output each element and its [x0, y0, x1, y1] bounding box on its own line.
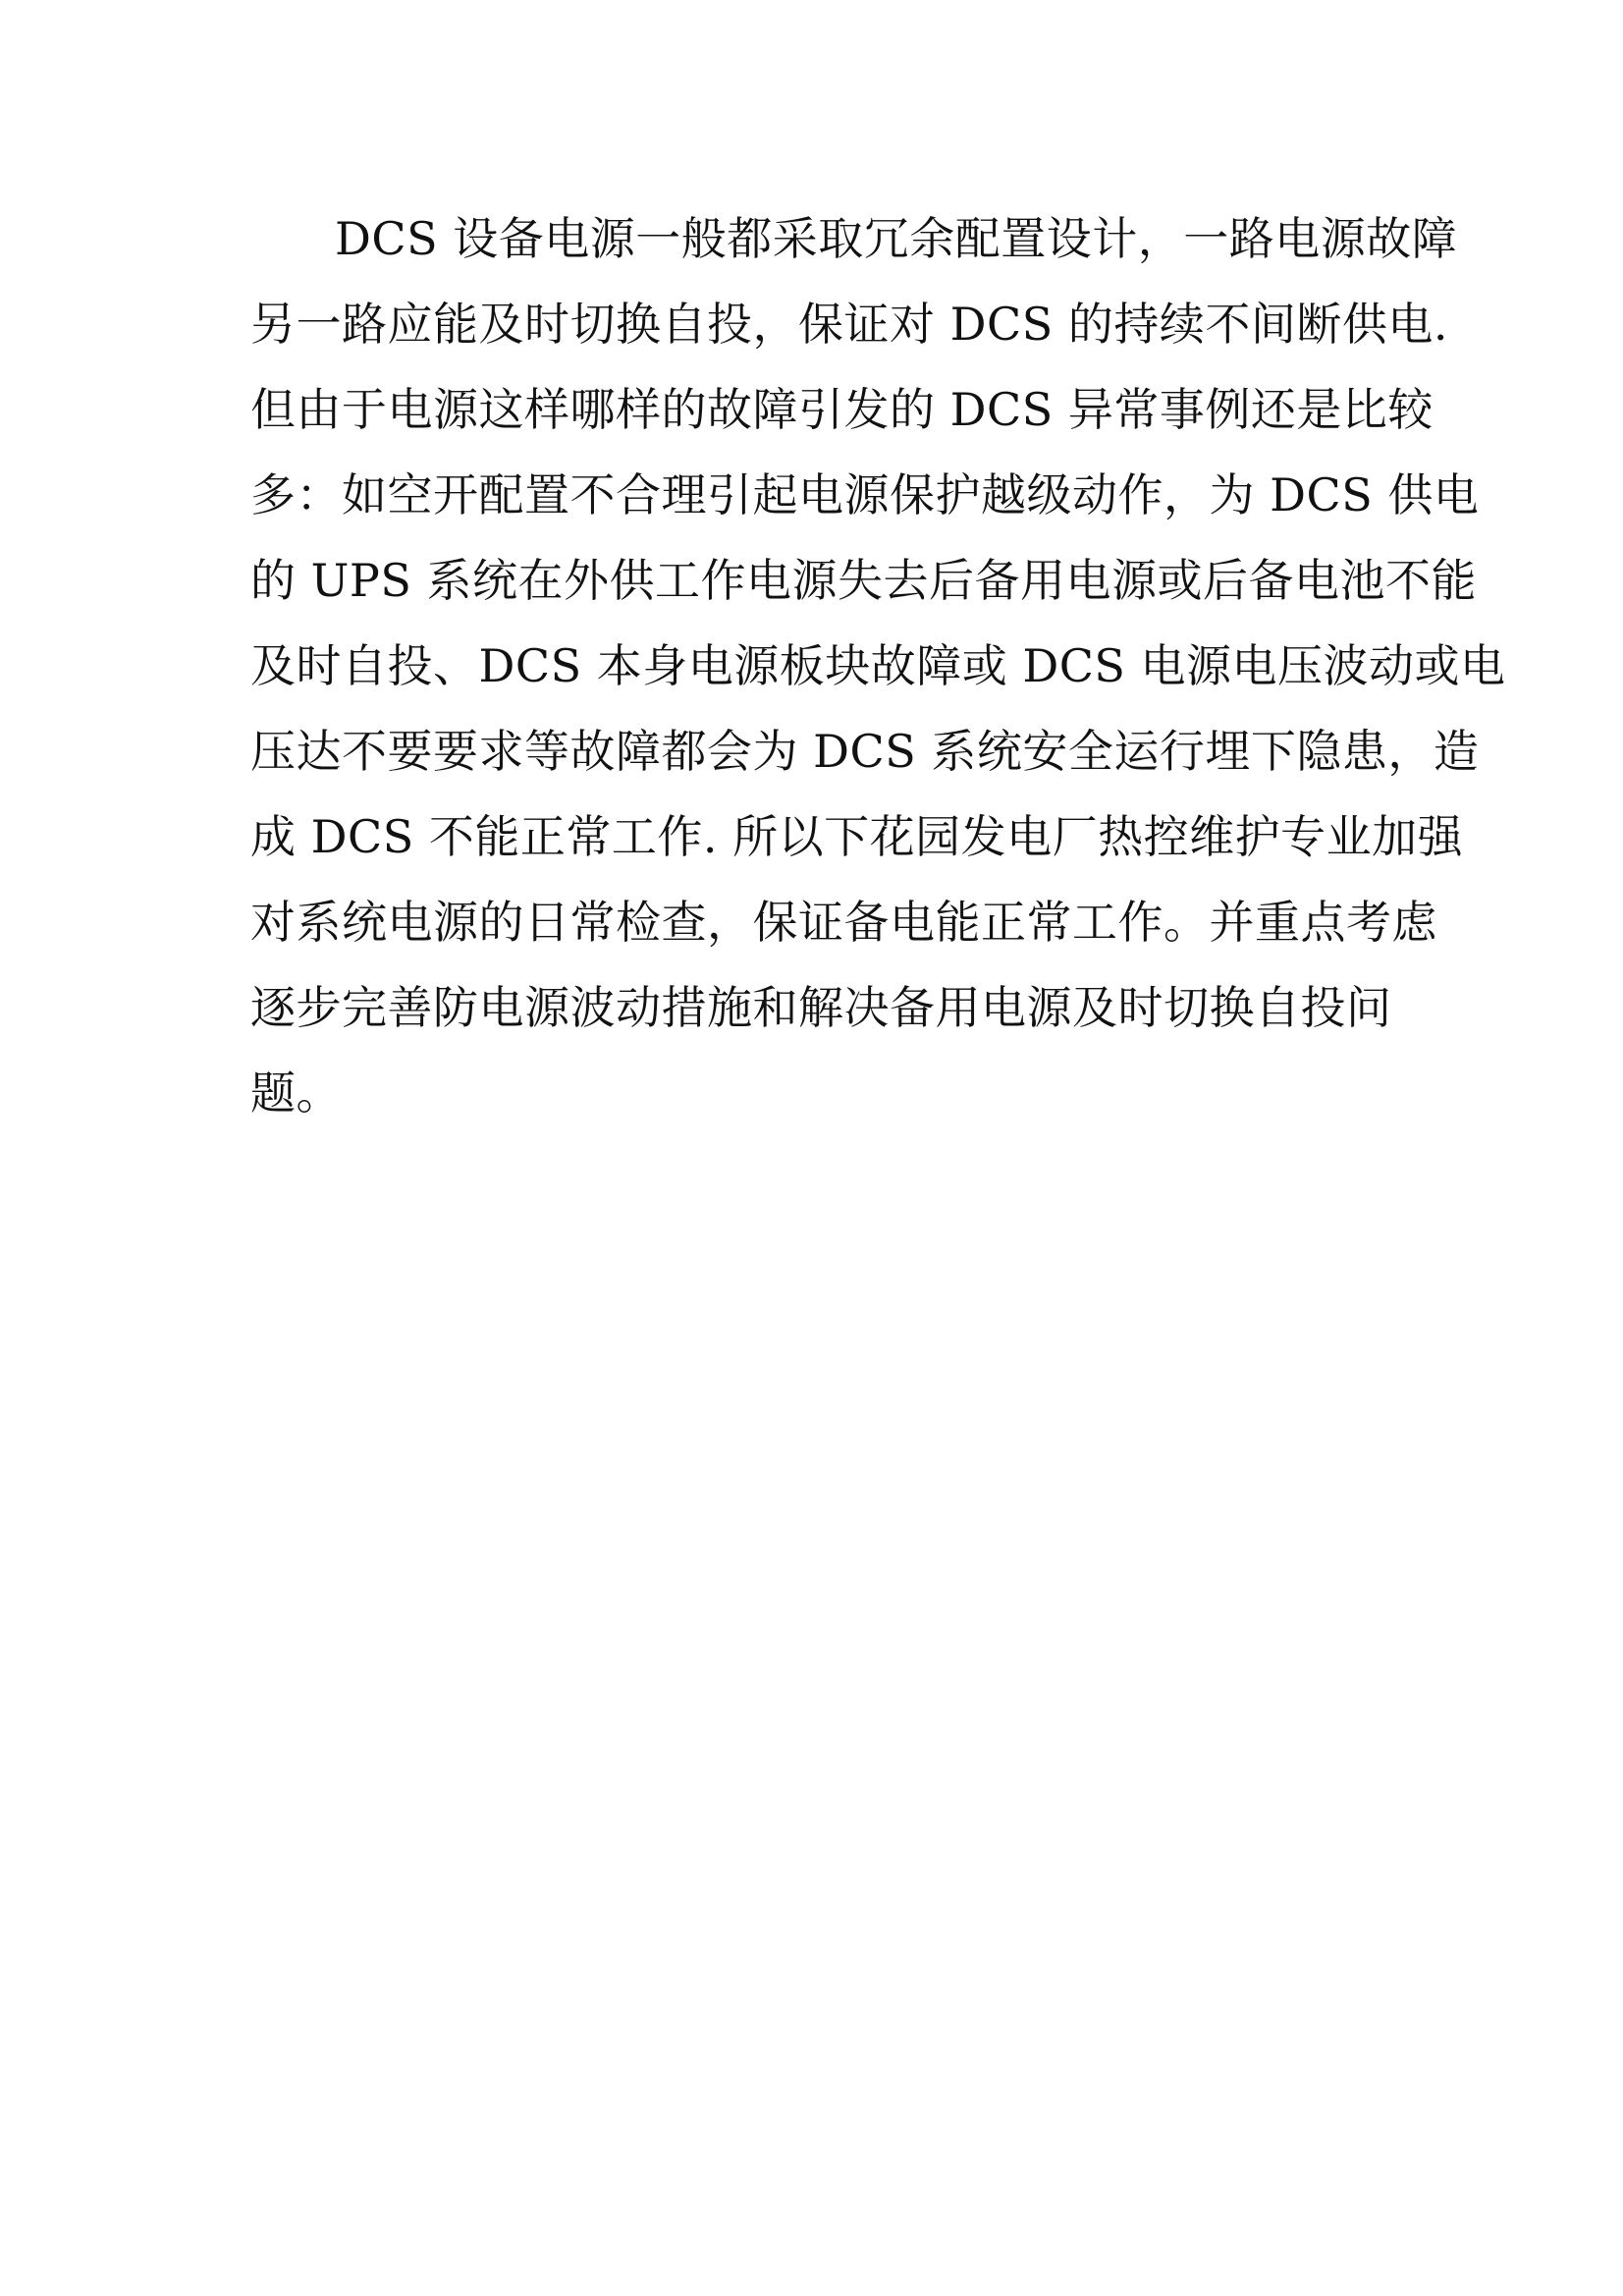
text-line: 及时自投、DCS 本身电源板块故障或 DCS 电源电压波动或电 — [250, 639, 1506, 692]
text-line: 的 UPS 系统在外供工作电源失去后备用电源或后备电池不能 — [250, 554, 1477, 607]
text-line: 成 DCS 不能正常工作. 所以下花园发电厂热控维护专业加强 — [250, 810, 1464, 863]
text-line: 另一路应能及时切换自投，保证对 DCS 的持续不间断供电. — [250, 298, 1448, 351]
text-line: 多：如空开配置不合理引起电源保护越级动作，为 DCS 供电 — [250, 468, 1480, 521]
text-line: 逐步完善防电源波动措施和解决备用电源及时切换自投问 — [250, 981, 1392, 1034]
paragraph — [250, 196, 1506, 1136]
text-line: 但由于电源这样哪样的故障引发的 DCS 异常事例还是比较 — [250, 383, 1434, 436]
text-line: DCS 设备电源一般都采取冗余配置设计，一路电源故障 — [335, 212, 1458, 265]
text-line: 压达不要要求等故障都会为 DCS 系统安全运行埋下隐患，造 — [250, 725, 1480, 778]
text-line: 题。 — [250, 1066, 342, 1120]
text-line: 对系统电源的日常检查，保证备电能正常工作。并重点考虑 — [250, 896, 1437, 949]
